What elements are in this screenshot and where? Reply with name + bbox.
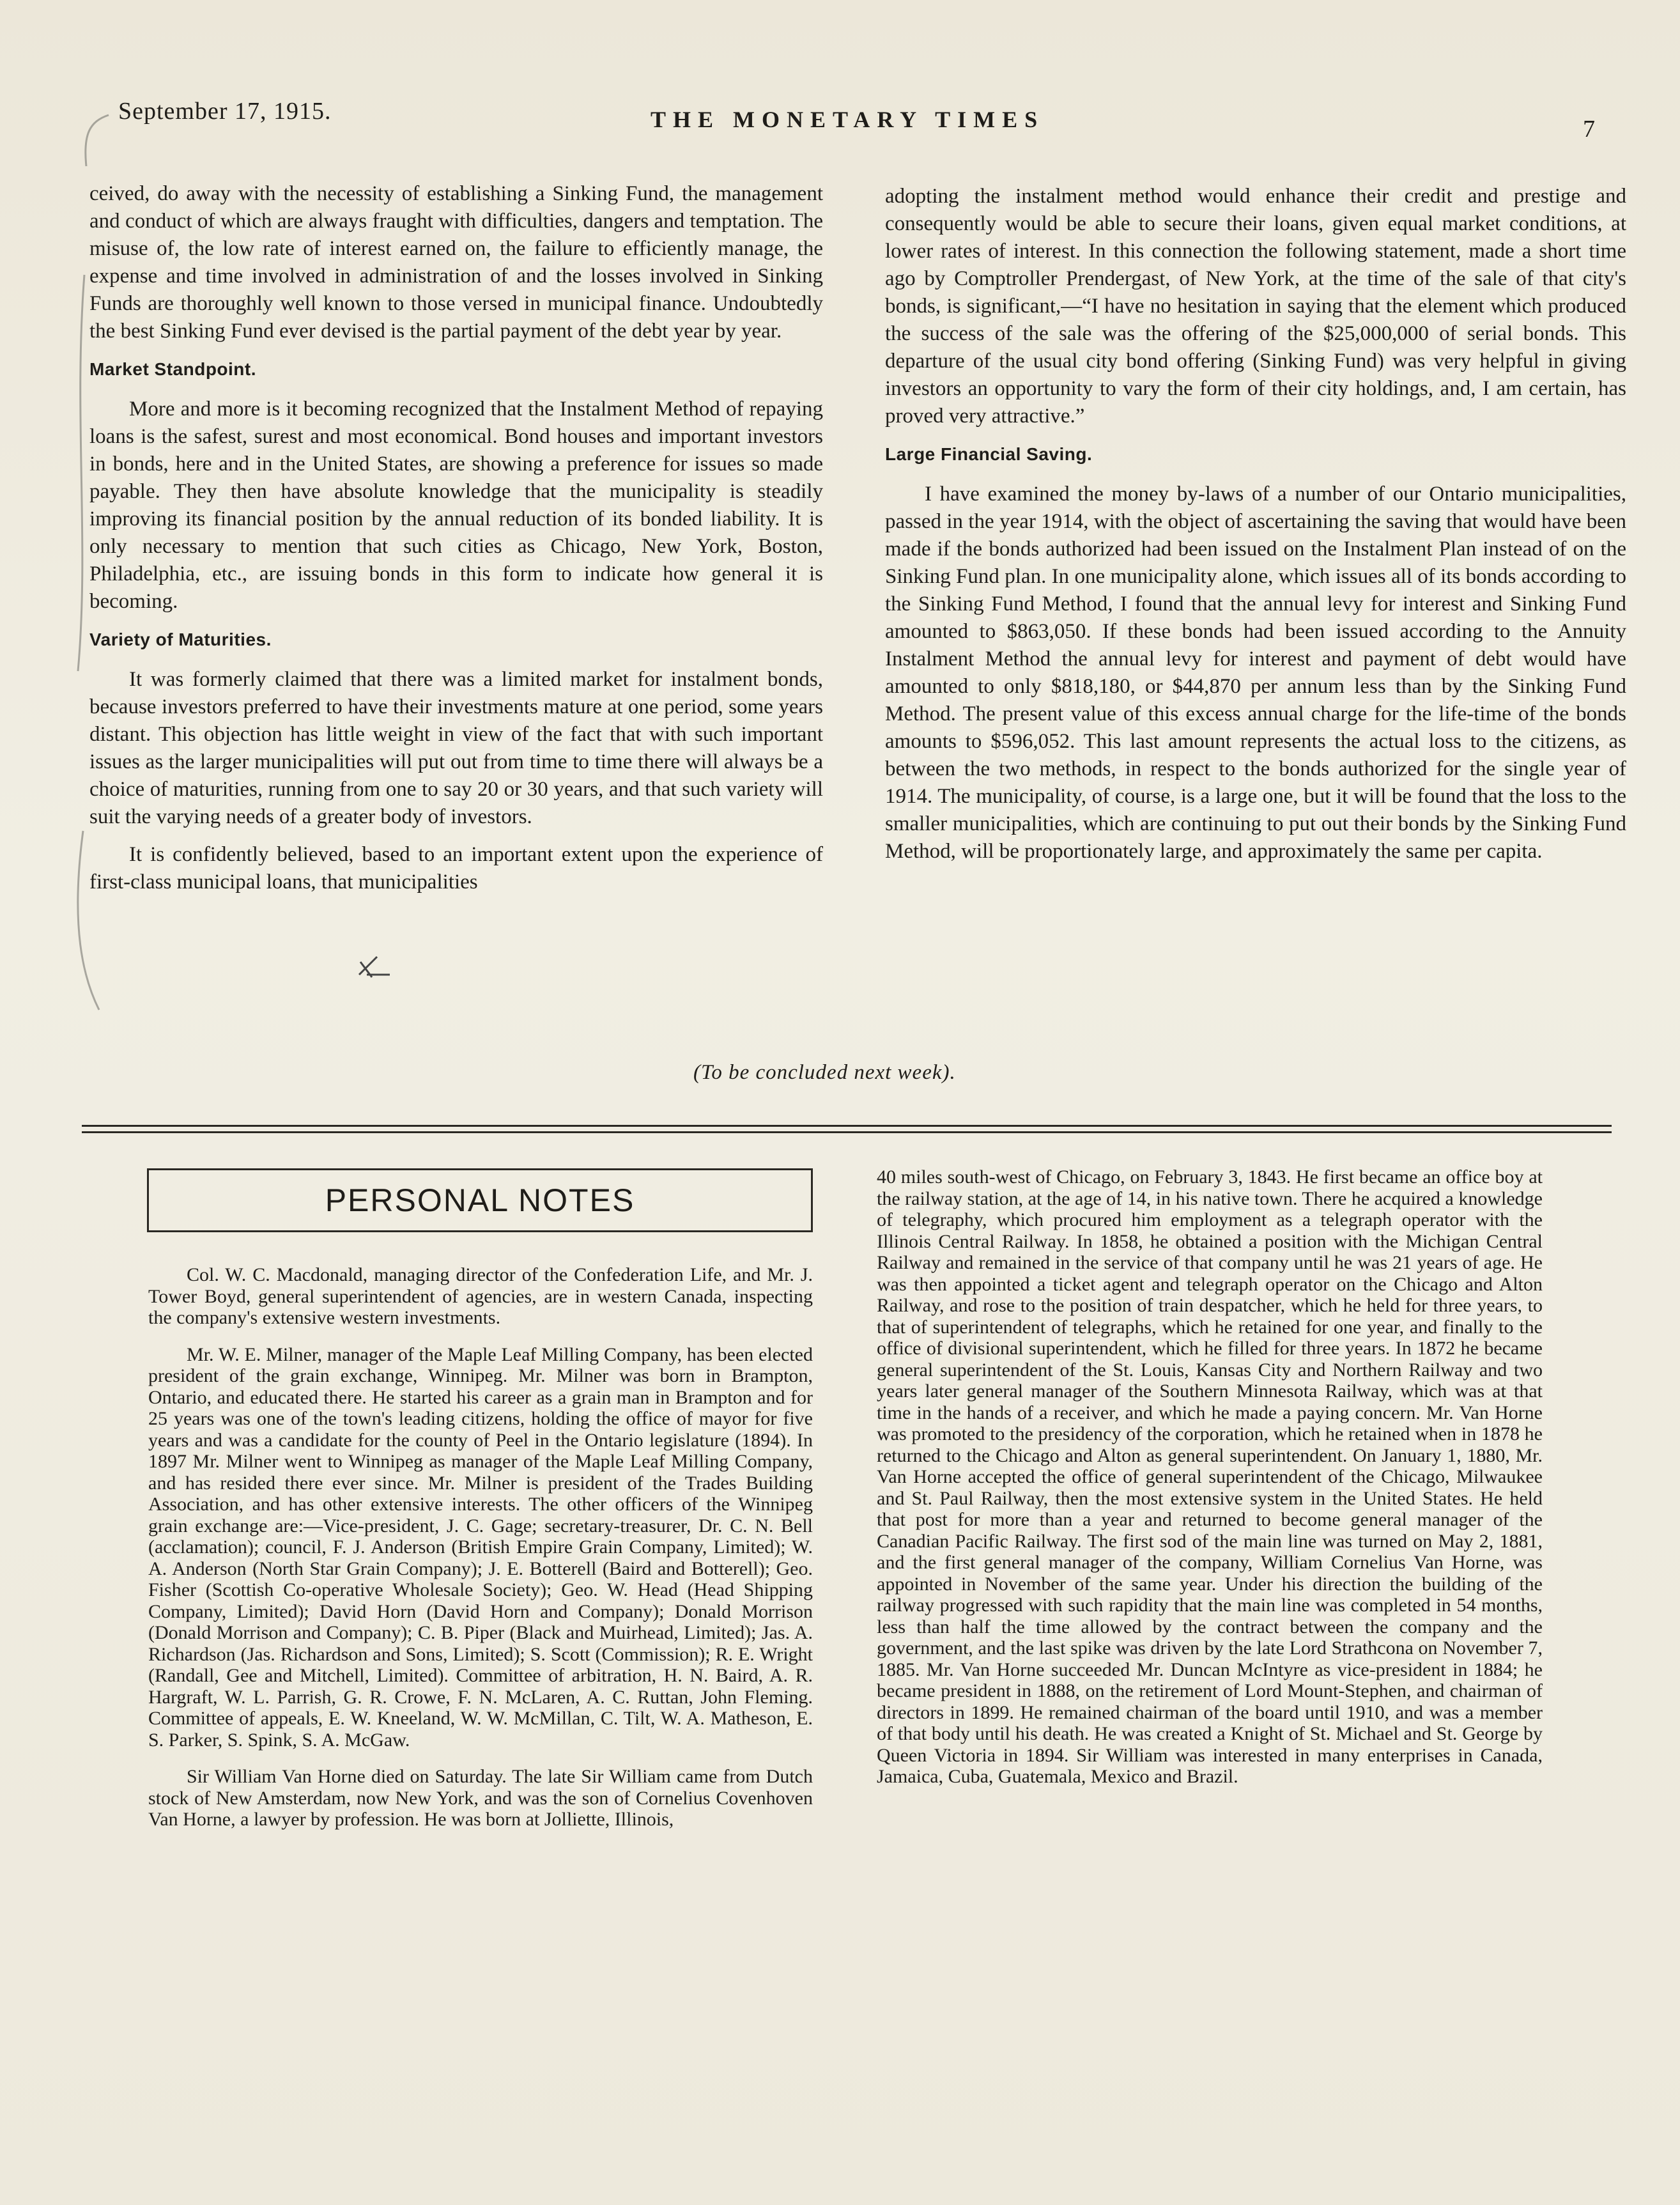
paragraph: More and more is it becoming recognized that the Instalment Method of repaying loans is the safest, surest and most economical. Bond houses and important investors in bonds, here and in the United States, are showing a preference for issues so made payable. They then have absolute knowledge that the municipality is steadily improving its financial position by the annual reduction of its bonded liability. It is only necessary to mention that such cities as Chicago, New York, Boston, Philadelphia, etc., are issuing bonds in this form to indicate how general it is becoming.: [89, 398, 823, 613]
section-divider-top: [82, 1125, 1612, 1127]
publication-title: THE MONETARY TIMES: [651, 107, 1045, 132]
paragraph: I have examined the money by-laws of a number of our Ontario municipalities, passed in the year 1914, with the object of ascertaining the saving that would have been made if the bonds authorized had been issued on the Instalment Plan instead of on the Sinking Fund plan. In one municipality alone, which issues all of its bonds according to the Sinking Fund Method, I found that the annual levy for interest and Sinking Fund amounted to $863,050. If these bonds had been issued according to the Annuity Instalment Method the annual levy for interest and payment of debt would have amounted to only $818,180, or $44,870 per annum less than by the Sinking Fund Method. The present value of this excess annual charge for the life-time of the bonds amounts to $596,052. This last amount represents the actual loss to the citizens, as between the two methods, in respect to the bonds authorized for the single year of 1914. The municipality, of course, is a large one, but it will be found that the loss to the smaller municipalities, which are continuing to put out their bonds by the Sinking Fund Method, will be proportionately large, and approximately the same per capita.: [885, 483, 1626, 863]
paragraph: adopting the instalment method would enhance their credit and prestige and consequently would be able to secure their loans, given equal market conditions, at lower rates of interest. In this connection the following statement, made a short time ago by Comptroller Prendergast, of New York, at the time of the sale of that city's bonds, is significant,—“I have no hesitation in saying that the element which produced the success of the sale was the offering of the $25,000,000 of serial bonds. This departure of the usual city bond offering (Sinking Fund) was very helpful in giving investors an opportunity to vary the form of their city holdings, and, I am certain, has proved very attractive.”: [885, 185, 1626, 428]
paragraph: It is confidently believed, based to an important extent upon the experience of first-class municipal loans, that municipalities: [89, 843, 823, 894]
article-right-column: [885, 183, 1626, 876]
note-paragraph: Sir William Van Horne died on Saturday. The late Sir William came from Dutch stock of New Amsterdam, now New York, and was the son of Cornelius Covenhoven Van Horne, a lawyer by profession. He was born at Jolliette, Illinois,: [148, 1766, 813, 1830]
article-left-column: [89, 180, 823, 906]
personal-notes-left-column: [148, 1264, 813, 1846]
paragraph: ceived, do away with the necessity of establishing a Sinking Fund, the management and conduct of which are always fraught with difficulties, dangers and temptation. The misuse of, the low rate of interest earned on, the failure to efficiently manage, the expense and time involved in administration of and the losses involved in Sinking Funds are thoroughly well known to those versed in municipal finance. Undoubtedly the best Sinking Fund ever devised is the partial payment of the debt year by year.: [89, 182, 823, 343]
personal-notes-heading: PERSONAL NOTES: [325, 1182, 635, 1218]
note-paragraph: 40 miles south-west of Chicago, on February 3, 1843. He first became an office boy at the railway station, at the age of 14, in his native town. There he acquired a knowledge of telegraphy, which procured him employment as a telegraph operator with the Illinois Central Railway. In 1858, he obtained a position with the Michigan Central Railway and remained in the service of that company until he was 21 years of age. He was then appointed a ticket agent and telegraph operator on the Chicago and Alton Railway, and rose to the position of train despatcher, which he held for three years, to that of superintendent of telegraphs, which he retained for one year, and finally to the office of divisional superintendent, which he filled for three years. In 1872 he became general superintendent of the St. Louis, Kansas City and Northern Railway and two years later general manager of the Southern Minnesota Railway, which was at that time in the hands of a receiver, and which he made a paying concern. Mr. Van Horne was promoted to the presidency of the corporation, which he retained when in 1878 he returned to the Chicago and Alton as general superintendent. On January 1, 1880, Mr. Van Horne accepted the office of general superintendent of the Chicago, Milwaukee and St. Paul Railway, then the most extensive system in the United States. He held that post for more than a year and returned to become general manager of the Canadian Pacific Railway. The first sod of the main line was turned on May 2, 1881, and the first general manager of the company, William Cornelius Van Horne, was appointed in November of the same year. Under his direction the building of the railway progressed with such rapidity that the main line was completed in 54 months, less than half the time allowed by the contract between the company and the government, and the last spike was driven by the late Lord Strathcona on November 7, 1885. Mr. Van Horne succeeded Mr. Duncan McIntyre as vice-president in 1884; he became president in 1888, on the retirement of Lord Mount-Stephen, and chairman of directors in 1899. He remained chairman of the board until 1910, and was a member of that body until his death. He was created a Knight of St. Michael and St. George by Queen Victoria in 1894. Sir William was interested in many enterprises in Canada, Jamaica, Cuba, Guatemala, Mexico and Brazil.: [877, 1166, 1543, 1787]
continuation-note: (To be concluded next week).: [693, 1061, 956, 1084]
pencil-check-mark: [358, 956, 396, 981]
header-date: September 17, 1915.: [118, 98, 332, 125]
paragraph: It was formerly claimed that there was a limited market for instalment bonds, because investors preferred to have their investments mature at one period, some years distant. This objection has little weight in view of the fact that with such important issues as the larger municipalities will put out from time to time there will always be a choice of maturities, running from one to say 20 or 30 years, and that such variety will suit the varying needs of a greater body of investors.: [89, 668, 823, 828]
section-divider-bottom: [82, 1131, 1612, 1133]
note-paragraph: Mr. W. E. Milner, manager of the Maple Leaf Milling Company, has been elected president of the grain exchange, Winnipeg. Mr. Milner was born in Brampton, Ontario, and educated there. He started his career as a grain man in Brampton and for 25 years was one of the town's leading citizens, holding the office of mayor for five years and was a candidate for the county of Peel in the Ontario legislature (1894). In 1897 Mr. Milner went to Winnipeg as manager of the Maple Leaf Milling Company, and has resided there ever since. Mr. Milner is president of the Trades Building Association, and has other extensive interests. The other officers of the Winnipeg grain exchange are:—Vice-president, J. C. Gage; secretary-treasurer, Dr. C. N. Bell (acclamation); council, F. J. Anderson (British Empire Grain Company, Limited); W. A. Anderson (North Star Grain Company); J. E. Botterell (Baird and Botterell); Geo. Fisher (Scottish Co-operative Wholesale Society); Geo. W. Head (Head Shipping Company, Limited); David Horn (David Horn and Company); Donald Morrison (Donald Morrison and Company); C. B. Piper (Black and Muirhead, Limited); Jas. A. Richardson (Jas. Richardson and Sons, Limited); S. Scott (Commission); R. E. Wright (Randall, Gee and Mitchell, Limited). Committee of arbitration, H. N. Baird, A. R. Hargraft, W. L. Parrish, G. R. Crowe, F. N. McLaren, A. C. Ruttan, John Fleming. Committee of appeals, E. W. Kneeland, W. W. McMillan, C. Tilt, W. A. Matheson, E. S. Parker, S. Spink, S. A. McGaw.: [148, 1343, 813, 1751]
note-paragraph: Col. W. C. Macdonald, managing director of the Confederation Life, and Mr. J. Tower Boyd, general superintendent of agencies, are in western Canada, inspecting the company's extensive western investments.: [148, 1264, 813, 1328]
page-number: 7: [1583, 116, 1595, 143]
personal-notes-right-column: [877, 1166, 1543, 1803]
section-heading: Market Standpoint.: [89, 359, 257, 379]
personal-notes-heading-box: [147, 1168, 813, 1232]
section-heading: Large Financial Saving.: [885, 444, 1093, 464]
section-heading: Variety of Maturities.: [89, 630, 272, 649]
